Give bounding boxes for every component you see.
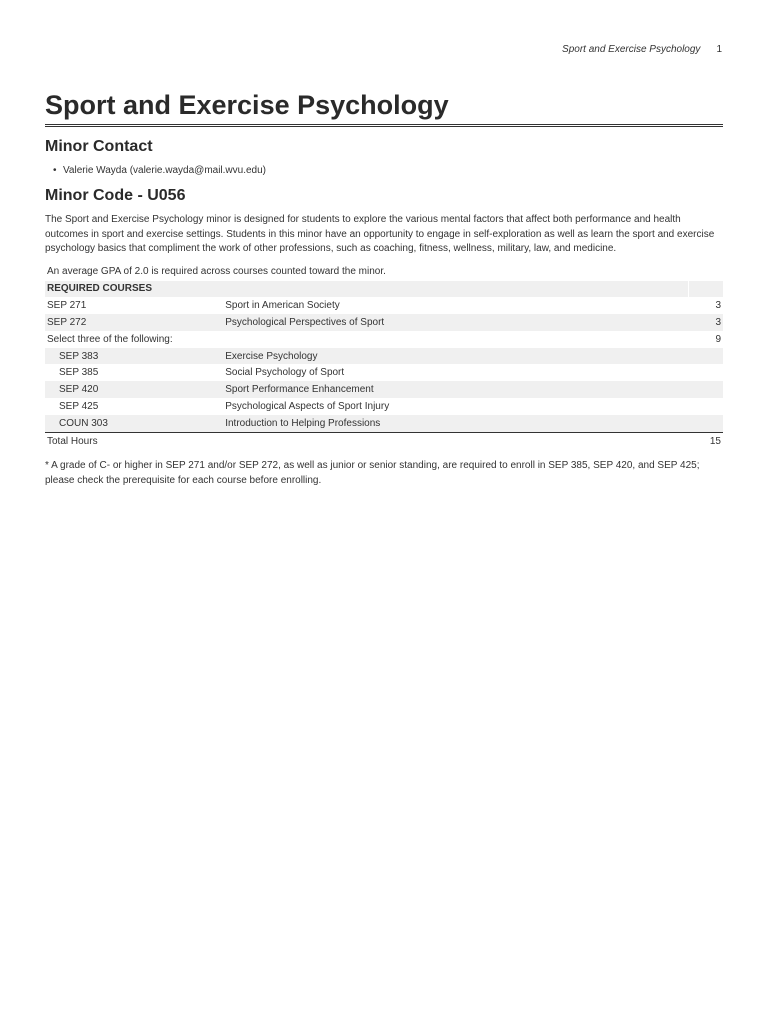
- course-code[interactable]: COUN 303: [45, 415, 223, 432]
- page-content: [45, 88, 723, 488]
- gpa-note: An average GPA of 2.0 is required across courses counted toward the minor.: [47, 265, 386, 277]
- course-code[interactable]: SEP 271: [47, 300, 87, 312]
- bullet-icon: •: [53, 165, 57, 176]
- course-code[interactable]: SEP 272: [45, 314, 223, 331]
- course-hours: [689, 415, 723, 432]
- minor-description: The Sport and Exercise Psychology minor is designed for students to explore the various mental factors that affect both performance and health outcomes in sport and exercise settings. Students in this minor have an opportunity to engage in self-exploration as well as learn the sport and exercise psychology basics that compliment the work of other professions, such as coaching, fitness, wellness, military, law, and medicine.: [45, 214, 715, 254]
- select-instruction: Select three of the following:: [47, 333, 173, 345]
- page-number: 1: [716, 44, 722, 55]
- table-header-label: REQUIRED COURSES: [45, 281, 689, 298]
- table-row: [45, 297, 723, 314]
- course-title: Social Psychology of Sport: [225, 367, 345, 379]
- total-hours: 15: [689, 432, 723, 449]
- table-header-row: [45, 281, 723, 298]
- course-code[interactable]: SEP 425: [59, 400, 99, 412]
- page-title: Sport and Exercise Psychology: [45, 90, 449, 120]
- course-code[interactable]: SEP 420: [45, 381, 223, 398]
- title-divider: [45, 124, 723, 127]
- contact-item: [45, 165, 723, 176]
- table-row: [45, 398, 723, 415]
- running-header-title: Sport and Exercise Psychology: [562, 44, 701, 55]
- table-row: [45, 331, 723, 348]
- table-row: [45, 314, 723, 331]
- course-title: Sport in American Society: [225, 300, 340, 312]
- contact-text[interactable]: Valerie Wayda (valerie.wayda@mail.wvu.edu): [63, 165, 267, 176]
- table-row: [45, 348, 723, 365]
- minor-contact-heading: Minor Contact: [45, 138, 153, 155]
- total-label: Total Hours: [45, 432, 689, 449]
- course-title: Introduction to Helping Professions: [223, 415, 689, 432]
- course-hours: [689, 381, 723, 398]
- course-hours: 3: [715, 300, 721, 312]
- course-hours: [689, 364, 723, 381]
- course-hours: [689, 348, 723, 365]
- course-title: Exercise Psychology: [223, 348, 689, 365]
- table-row: [45, 364, 723, 381]
- running-header: [562, 44, 722, 55]
- prerequisite-footnote: * A grade of C- or higher in SEP 271 and/or SEP 272, as well as junior or senior standing, are required to enroll in SEP 385, SEP 420, and SEP 425; please check the prerequisite for each course before enrolling.: [45, 460, 700, 486]
- course-title: Psychological Aspects of Sport Injury: [225, 400, 390, 412]
- total-row: [45, 432, 723, 449]
- course-hours: 3: [689, 314, 723, 331]
- course-table: [45, 281, 723, 450]
- contact-list: [45, 165, 723, 176]
- course-hours: [689, 398, 723, 415]
- course-code[interactable]: SEP 383: [45, 348, 223, 365]
- course-title: Psychological Perspectives of Sport: [223, 314, 689, 331]
- minor-code-heading: Minor Code - U056: [45, 187, 186, 204]
- table-row: [45, 381, 723, 398]
- course-hours: 9: [715, 333, 721, 345]
- course-title: Sport Performance Enhancement: [223, 381, 689, 398]
- course-code[interactable]: SEP 385: [59, 367, 99, 379]
- table-row: [45, 415, 723, 432]
- table-header-hours: [689, 281, 723, 298]
